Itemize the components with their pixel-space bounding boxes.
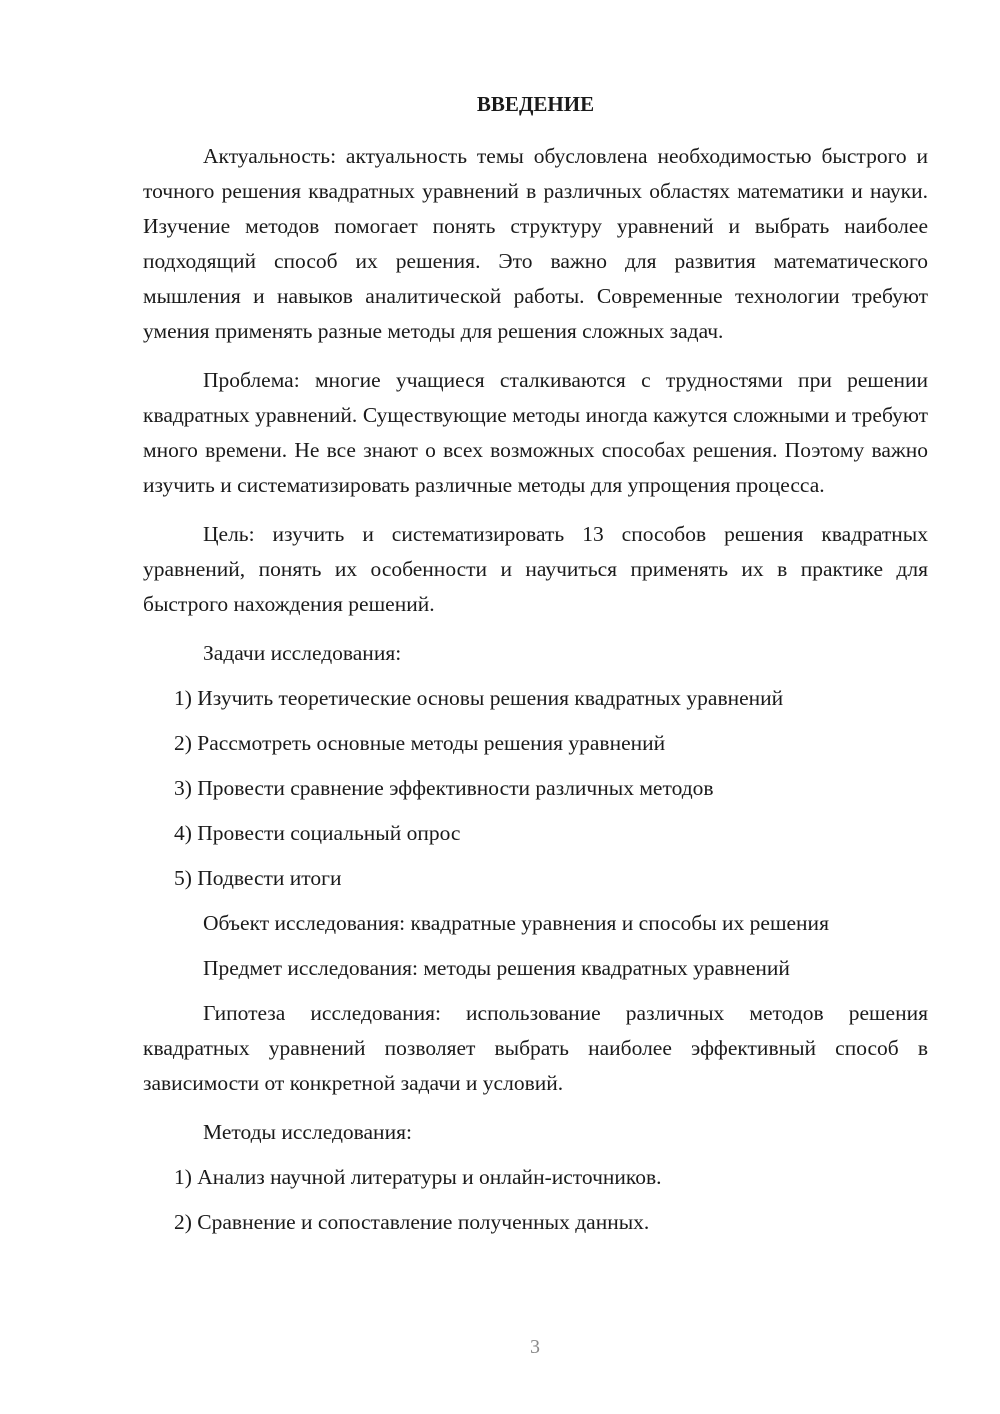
research-object: Объект исследования: квадратные уравнения и способы их решения	[203, 911, 829, 936]
goal-paragraph: Цель: изучить и систематизировать 13 способов решения квадратных уравнений, понять их особенности и научиться применять их в практике для быстрого нахождения решений.	[143, 522, 928, 617]
task-item: 5) Подвести итоги	[174, 866, 342, 891]
page-title: ВВЕДЕНИЕ	[476, 92, 595, 116]
relevance-paragraph: Актуальность: актуальность темы обусловлена необходимостью быстрого и точного решения квадратных уравнений в различных областях математики и науки. Изучение методов помогает понять структуру уравнений и выбрать наиболее подходящий способ их решения. Это важно для развития математического мышления и навыков аналитической работы. Современные технологии требуют умения применять разные методы для решения сложных задач.	[143, 144, 928, 344]
problem-paragraph: Проблема: многие учащиеся сталкиваются с трудностями при решении квадратных уравнений. Существующие методы иногда кажутся сложными и требуют много времени. Не все знают о всех возможных способах решения. Поэтому важно изучить и систематизировать различные методы для упрощения процесса.	[143, 368, 928, 498]
research-subject: Предмет исследования: методы решения квадратных уравнений	[203, 956, 790, 981]
tasks-heading: Задачи исследования:	[203, 641, 402, 666]
page-number: 3	[530, 1336, 540, 1358]
hypothesis-paragraph: Гипотеза исследования: использование различных методов решения квадратных уравнений позволяет выбрать наиболее эффективный способ в зависимости от конкретной задачи и условий.	[143, 1001, 928, 1096]
task-item: 2) Рассмотреть основные методы решения уравнений	[174, 731, 666, 756]
page-content	[143, 92, 928, 1250]
task-item: 1) Изучить теоретические основы решения квадратных уравнений	[174, 686, 784, 711]
method-item: 1) Анализ научной литературы и онлайн-источников.	[174, 1165, 662, 1190]
task-item: 4) Провести социальный опрос	[174, 821, 461, 846]
methods-heading: Методы исследования:	[203, 1120, 412, 1145]
method-item: 2) Сравнение и сопоставление полученных данных.	[174, 1210, 650, 1235]
task-item: 3) Провести сравнение эффективности различных методов	[174, 776, 714, 801]
